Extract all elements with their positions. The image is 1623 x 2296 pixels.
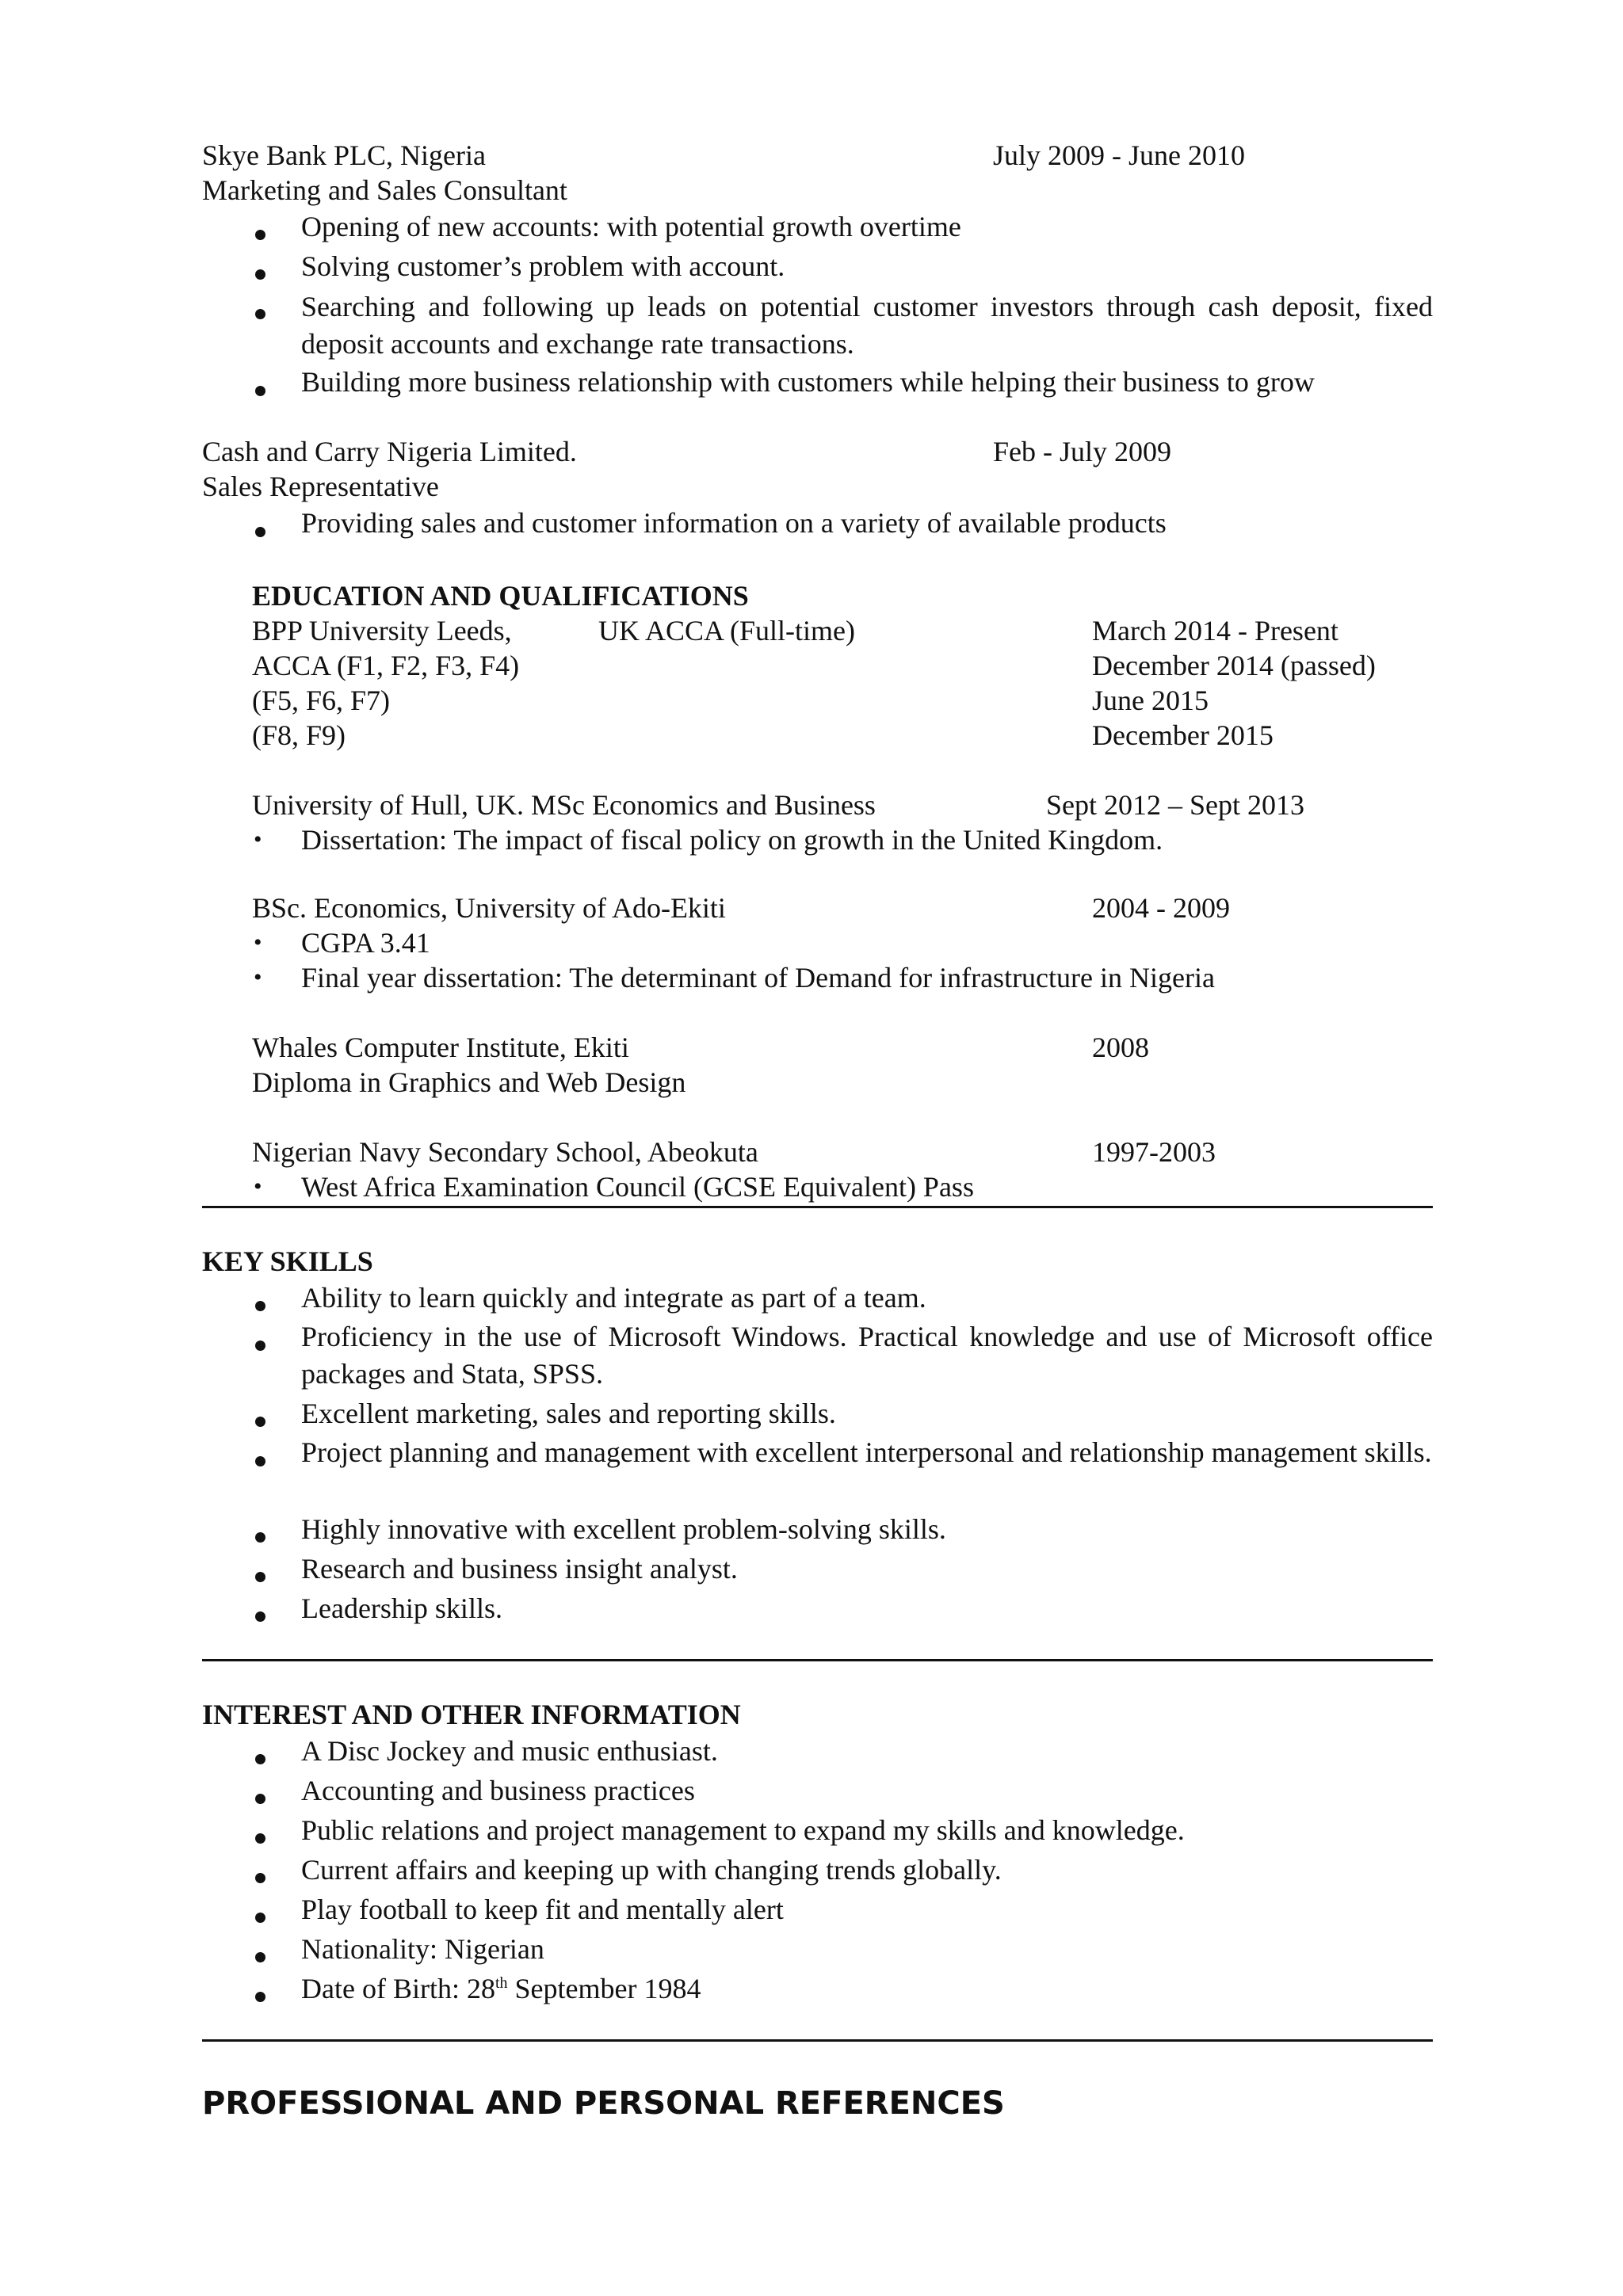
list-item: Excellent marketing, sales and reporting skills.: [301, 1398, 836, 1429]
bullet-icon: [255, 510, 265, 545]
bullet-icon: [255, 1595, 265, 1630]
list-item: Current affairs and keeping up with changing trends globally.: [301, 1854, 1002, 1886]
education-dates: 1997-2003: [1092, 1136, 1216, 1168]
list-item: Opening of new accounts: with potential growth overtime: [301, 211, 961, 242]
bullet-icon: [255, 1975, 265, 2010]
list-item: Ability to learn quickly and integrate as part of a team.: [301, 1282, 926, 1314]
bullet-icon: [255, 1817, 265, 1852]
bullet-icon: [255, 369, 265, 404]
qualification-row: ACCA (F1, F2, F3, F4): [252, 650, 520, 681]
section-divider: [202, 1206, 1433, 1208]
list-item: Providing sales and customer information on a variety of available products: [301, 507, 1167, 539]
list-item: Highly innovative with excellent problem-solving skills.: [301, 1513, 946, 1545]
list-item: West Africa Examination Council (GCSE Equivalent) Pass: [301, 1171, 974, 1203]
bullet-icon: [255, 1777, 265, 1812]
employer-name: Skye Bank PLC, Nigeria: [202, 139, 486, 171]
bullet-icon: [255, 253, 265, 288]
list-item: Leadership skills.: [301, 1592, 502, 1624]
section-divider: [202, 1659, 1433, 1661]
program-name: UK ACCA (Full-time): [598, 615, 856, 646]
list-item: Accounting and business practices: [301, 1775, 695, 1806]
job-title: Marketing and Sales Consultant: [202, 174, 567, 206]
list-item: Nationality: Nigerian: [301, 1933, 544, 1965]
section-heading-skills: KEY SKILLS: [202, 1245, 373, 1277]
institution-name: University of Hull, UK. MSc Economics and Business: [252, 789, 876, 821]
job-title: Sales Representative: [202, 471, 439, 502]
bullet-icon: [255, 1284, 265, 1319]
bullet-icon: •: [254, 929, 262, 955]
employment-dates: Feb - July 2009: [993, 436, 1171, 467]
section-heading-references: PROFESSIONAL AND PERSONAL REFERENCES: [202, 2085, 1005, 2122]
section-heading-interests: INTEREST AND OTHER INFORMATION: [202, 1699, 741, 1730]
qualification-row: Diploma in Graphics and Web Design: [252, 1066, 686, 1098]
qualification-date: December 2014 (passed): [1092, 650, 1376, 681]
bullet-icon: •: [254, 1173, 262, 1199]
qualification-row: (F8, F9): [252, 719, 346, 751]
bullet-icon: [255, 1516, 265, 1550]
institution-name: Whales Computer Institute, Ekiti: [252, 1032, 629, 1063]
bullet-icon: [255, 1936, 265, 1970]
date-of-birth: Date of Birth: 28th September 1984: [301, 1973, 701, 2004]
list-item: CGPA 3.41: [301, 927, 430, 959]
bullet-icon: [255, 1400, 265, 1435]
list-item: Public relations and project management to expand my skills and knowledge.: [301, 1814, 1185, 1846]
list-item: Final year dissertation: The determinant of Demand for infrastructure in Nigeria: [301, 962, 1215, 994]
section-heading-education: EDUCATION AND QUALIFICATIONS: [252, 580, 749, 612]
bullet-icon: [255, 1324, 265, 1359]
institution-name: BSc. Economics, University of Ado-Ekiti: [252, 892, 726, 924]
list-item: Play football to keep fit and mentally alert: [301, 1894, 784, 1925]
bullet-icon: [255, 1555, 265, 1590]
list-item: Project planning and management with excellent interpersonal and relationship management skills.: [301, 1436, 1432, 1468]
institution-name: BPP University Leeds,: [252, 615, 512, 646]
education-dates: 2004 - 2009: [1092, 892, 1230, 924]
employer-name: Cash and Carry Nigeria Limited.: [202, 436, 577, 467]
qualification-date: December 2015: [1092, 719, 1274, 751]
bullet-icon: [255, 1737, 265, 1772]
list-item: Dissertation: The impact of fiscal policy on growth in the United Kingdom.: [301, 824, 1163, 856]
qualification-row: (F5, F6, F7): [252, 685, 391, 716]
bullet-icon: [255, 1856, 265, 1891]
education-dates: March 2014 - Present: [1092, 615, 1338, 646]
education-dates: Sept 2012 – Sept 2013: [1046, 789, 1305, 821]
list-item: Building more business relationship with customers while helping their business to grow: [301, 366, 1315, 398]
list-item: Research and business insight analyst.: [301, 1553, 738, 1585]
list-item: Solving customer’s problem with account.: [301, 250, 785, 282]
institution-name: Nigerian Navy Secondary School, Abeokuta: [252, 1136, 758, 1168]
bullet-icon: •: [254, 964, 262, 990]
section-divider: [202, 2039, 1433, 2042]
bullet-icon: •: [254, 826, 262, 852]
bullet-icon: [255, 1440, 265, 1474]
qualification-date: June 2015: [1092, 685, 1209, 716]
bullet-icon: [255, 1896, 265, 1931]
list-item: Searching and following up leads on potential customer investors through cash deposit, fixed deposit accounts and exchange rate transactions.: [301, 291, 1433, 360]
employment-dates: July 2009 - June 2010: [993, 139, 1245, 171]
list-item: Proficiency in the use of Microsoft Windows. Practical knowledge and use of Microsoft office packages and Stata, SPSS.: [301, 1321, 1433, 1390]
bullet-icon: [255, 213, 265, 248]
education-dates: 2008: [1092, 1032, 1149, 1063]
list-item: A Disc Jockey and music enthusiast.: [301, 1735, 718, 1767]
bullet-icon: [255, 292, 265, 327]
